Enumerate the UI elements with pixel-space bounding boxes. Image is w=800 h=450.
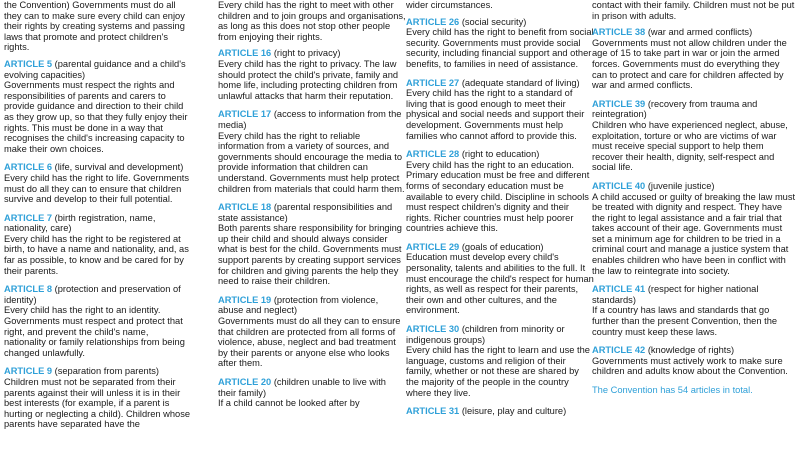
article-body: If a country has laws and standards that go further than the present Convention, then the country must keep these laws.	[592, 305, 778, 337]
article-30	[406, 324, 594, 398]
article-28	[406, 149, 594, 234]
article-body: Both parents share responsibility for bringing up their child and should always consider what is best for the child. Governments must support parents by creating support services for children and giving parents the help they need to raise their children.	[218, 223, 402, 287]
article-42	[592, 345, 796, 377]
article-number: ARTICLE 29	[406, 241, 460, 252]
article-body: Every child has the right to reliable information from a variety of sources, and governments should encourage the media to provide information that children can understand. Governments must help protect children from materials that could harm them.	[218, 130, 405, 194]
article-body: Governments must do all they can to ensure that children are protected from all forms of violence, abuse, neglect and bad treatment by their parents or anyone else who looks after them.	[218, 316, 401, 369]
article-9	[4, 366, 192, 430]
article-body: If a child cannot be looked after by	[218, 398, 360, 409]
article-title: (war and armed conflicts)	[647, 27, 753, 38]
article-title: (children unable to live with their family)	[218, 377, 386, 398]
article-body: Every child has the right to be registered at birth, to have a name and nationality, and, as far as possible, to know and be cared for by their parents.	[4, 233, 189, 276]
article-title: (recovery from trauma and reintegration)	[592, 98, 758, 120]
article-number: ARTICLE 31	[406, 406, 460, 417]
column-1-fragment: the Convention) Governments must do all they can to make sure every child can enjoy their rights by creating systems and passing laws that promote and protect children's rights.	[4, 0, 185, 53]
article-18	[218, 202, 406, 287]
article-number: ARTICLE 30	[406, 324, 460, 335]
column-1	[4, 0, 192, 450]
column-2-fragment: Every child has the right to meet with other children and to join groups and organisations, as long as this does not stop other people from enjoying their rights.	[218, 0, 406, 42]
column-3	[406, 0, 594, 450]
article-body: Every child has the right to an identity. Governments must respect and protect that right, and prevent the child's name, nationality or family relationships from being changed unlawfully.	[4, 305, 185, 358]
column-2	[218, 0, 406, 450]
article-number: ARTICLE 8	[4, 284, 53, 295]
article-40	[592, 181, 796, 276]
article-7	[4, 213, 192, 277]
article-29	[406, 242, 594, 316]
column-3-fragment: wider circumstances.	[406, 0, 493, 10]
article-title: (adequate standard of living)	[461, 77, 580, 88]
article-body: Governments must not allow children under the age of 15 to take part in war or join the armed forces. Governments must do everything they can to protect and care for children affected by war and armed conflicts.	[592, 37, 787, 91]
article-number: ARTICLE 5	[4, 58, 53, 69]
article-title: (protection and preservation of identity)	[4, 284, 181, 305]
article-20	[218, 377, 406, 409]
article-number: ARTICLE 17	[218, 109, 272, 120]
article-number: ARTICLE 18	[218, 202, 272, 213]
article-title: (respect for higher national standards)	[592, 284, 759, 305]
article-title: (leisure, play and culture)	[461, 406, 567, 417]
article-number: ARTICLE 42	[592, 345, 646, 356]
article-19	[218, 295, 406, 369]
article-body: Children must not be separated from their parents against their will unless it is in their best interests (for example, if a parent is hurting or neglecting a child). Children whose parents have separated have the	[4, 377, 191, 430]
column-4	[592, 0, 796, 450]
article-title: (right to privacy)	[273, 48, 341, 59]
article-number: ARTICLE 19	[218, 294, 272, 305]
article-number: ARTICLE 6	[4, 162, 53, 173]
article-6	[4, 162, 192, 204]
article-title: (protection from violence, abuse and neglect)	[218, 294, 379, 316]
article-title: (right to education)	[461, 149, 540, 160]
article-body: Every child has the right to an education. Primary education must be free and different forms of secondary education must be available to every child. Discipline in schools must respect children's dignity and their rights. Richer countries must help poorer countries achieve this.	[406, 159, 590, 234]
article-number: ARTICLE 27	[406, 77, 460, 88]
article-number: ARTICLE 7	[4, 212, 53, 223]
article-body: Every child has the right to learn and use the language, customs and religion of their family, whether or not these are shared by the majority of the people in the country where they live.	[406, 345, 590, 398]
article-title: (goals of education)	[461, 241, 544, 252]
article-title: (parental responsibilities and state assistance)	[218, 202, 393, 223]
article-body: Every child has the right to life. Governments must do all they can to ensure that children survive and develop to their full potential.	[4, 172, 189, 205]
article-38	[592, 27, 796, 91]
article-number: ARTICLE 39	[592, 98, 646, 109]
article-number: ARTICLE 28	[406, 149, 460, 160]
article-title: (juvenile justice)	[647, 180, 715, 191]
article-title: (social security)	[461, 16, 527, 27]
article-number: ARTICLE 40	[592, 180, 646, 191]
article-body: Every child has the right to privacy. The law should protect the child's private, family and home life, including protecting children from unlawful attacks that harm their reputation.	[218, 58, 399, 101]
article-number: ARTICLE 26	[406, 16, 460, 27]
article-body: Governments must actively work to make sure children and adults know about the Convention.	[592, 355, 788, 377]
article-5	[4, 59, 192, 154]
article-body: Every child has the right to benefit from social security. Governments must provide social security, including financial support and other benefits, to families in need of assistance.	[406, 27, 594, 69]
article-17	[218, 109, 406, 194]
article-title: (life, survival and development)	[54, 162, 184, 173]
column-4-fragment: contact with their family. Children must not be put in prison with adults.	[592, 0, 795, 21]
article-body: Education must develop every child's personality, talents and abilities to the full. It must encourage the child's respect for human rights, as well as respect for their parents, their own and other cultures, and the environment.	[406, 252, 594, 316]
article-41	[592, 284, 796, 337]
article-number: ARTICLE 38	[592, 27, 646, 38]
article-8	[4, 284, 192, 358]
article-body: Governments must respect the rights and responsibilities of parents and carers to provide guidance and direction to their child as they grow up, so that they fully enjoy their rights. This must be done in a way that recognises the child's increasing capacity to make their own choices.	[4, 80, 188, 154]
article-title: (separation from parents)	[54, 366, 160, 377]
article-body: Every child has the right to a standard of living that is good enough to meet their physical and social needs and support their development. Governments must help families who cannot afford to provide this.	[406, 88, 585, 141]
article-body: Children who have experienced neglect, abuse, exploitation, torture or who are victims of war must receive special support to help them recover their health, dignity, self-respect and social life.	[592, 119, 788, 173]
article-number: ARTICLE 20	[218, 377, 272, 387]
article-title: (parental guidance and a child's evolving capacities)	[4, 58, 186, 80]
article-title: (access to information from the media)	[218, 109, 402, 130]
article-number: ARTICLE 41	[592, 284, 646, 295]
article-title: (birth registration, name, nationality, care)	[4, 212, 156, 234]
article-title: (children from minority or indigenous groups)	[406, 324, 565, 345]
article-39	[592, 99, 796, 173]
article-title: (knowledge of rights)	[647, 345, 735, 356]
convention-footer-note: The Convention has 54 articles in total.	[592, 385, 753, 395]
article-16	[218, 48, 406, 101]
article-26	[406, 17, 594, 70]
article-number: ARTICLE 9	[4, 366, 53, 377]
article-31	[406, 406, 594, 417]
article-body: A child accused or guilty of breaking the law must be treated with dignity and respect. They have the right to legal assistance and a fair trial that takes account of their age. Governments must set a minimum age for children to be tried in a criminal court and manage a justice system that enables children who have been in conflict with the law to reintegrate into society.	[592, 191, 796, 276]
article-27	[406, 78, 594, 142]
article-number: ARTICLE 16	[218, 48, 272, 59]
